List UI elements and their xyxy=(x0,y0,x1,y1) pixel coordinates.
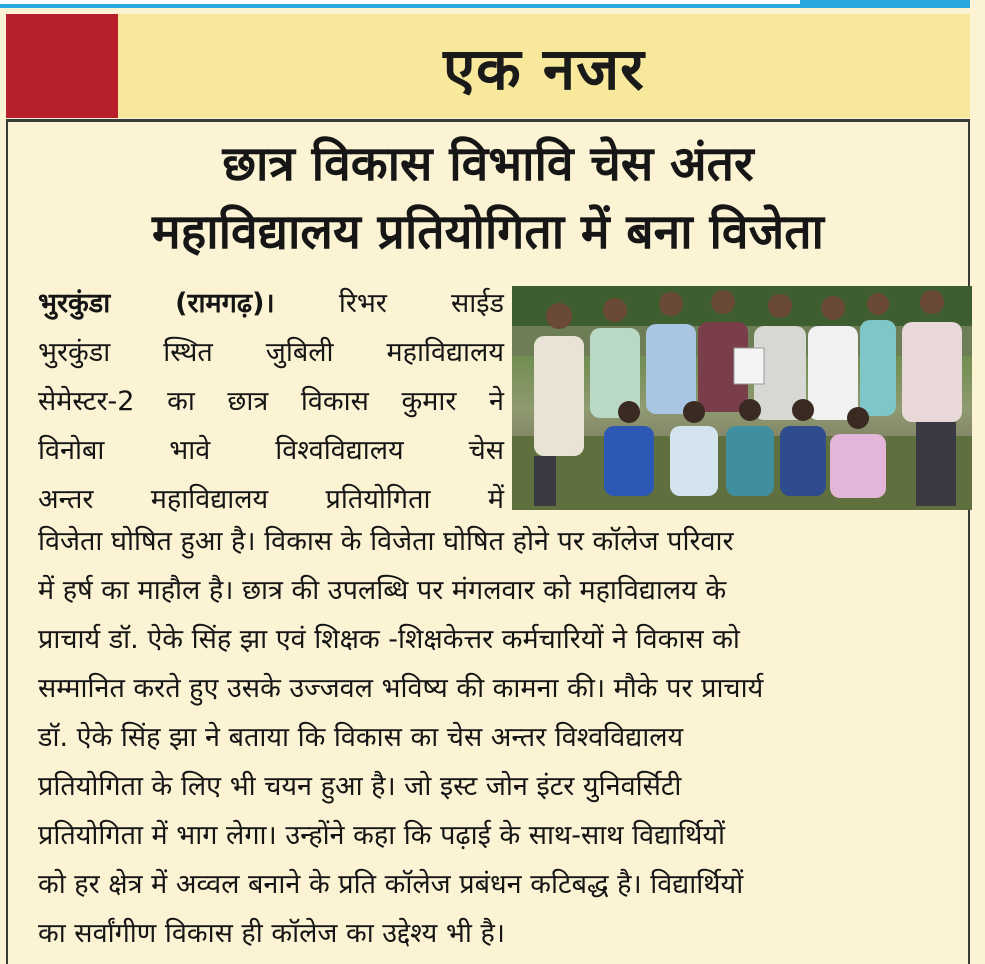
section-red-block xyxy=(6,14,118,118)
article-full-text xyxy=(38,517,940,958)
full-line-6: प्रतियोगिता के लिए भी चयन हुआ है। जो इस्ट जोन इंटर युनिवर्सिटी xyxy=(38,771,682,802)
full-line-2: में हर्ष का माहौल है। छात्र की उपलब्धि पर मंगलवार को महाविद्यालय के xyxy=(38,575,727,606)
column-line-3: सेमेस्टर-2 का छात्र विकास कुमार ने xyxy=(38,386,504,417)
section-title: एक नजर xyxy=(443,34,645,103)
article-headline xyxy=(10,130,966,266)
section-rule xyxy=(6,119,970,122)
top-white-rule xyxy=(0,0,800,4)
article-dateline: भुरकुंडा (रामगढ़)। xyxy=(38,288,275,319)
frame-left-rule xyxy=(6,122,8,964)
group-photo xyxy=(512,286,972,510)
full-line-8: को हर क्षेत्र में अव्वल बनाने के प्रति कॉलेज प्रबंधन कटिबद्ध है। विद्यार्थियों xyxy=(38,869,744,900)
headline-line-2: महाविद्यालय प्रतियोगिता में बना विजेता xyxy=(152,204,824,260)
column-line-2: भुरकुंडा स्थित जुबिली महाविद्यालय xyxy=(38,337,504,368)
frame-right-rule xyxy=(968,122,970,964)
full-line-5: डॉ. ऐके सिंह झा ने बताया कि विकास का चेस अन्तर विश्वविद्यालय xyxy=(38,722,684,753)
column-line-1-text: रिभर साईड xyxy=(338,288,504,319)
group-photo-illustration xyxy=(512,286,972,510)
full-line-9: का सर्वांगीण विकास ही कॉलेज का उद्देश्य भी है। xyxy=(38,918,506,949)
full-line-3: प्राचार्य डॉ. ऐके सिंह झा एवं शिक्षक -शिक्षकेत्तर कर्मचारियों ने विकास को xyxy=(38,624,740,655)
full-line-7: प्रतियोगिता में भाग लेगा। उन्होंने कहा कि पढ़ाई के साथ-साथ विद्यार्थियों xyxy=(38,820,726,851)
column-line-4: विनोबा भावे विश्वविद्यालय चेस xyxy=(38,435,504,466)
full-line-4: सम्मानित करते हुए उसके उज्जवल भविष्य की कामना की। मौके पर प्राचार्य xyxy=(38,673,764,704)
column-line-5: अन्तर महाविद्यालय प्रतियोगिता में xyxy=(38,484,504,515)
full-line-1: विजेता घोषित हुआ है। विकास के विजेता घोषित होने पर कॉलेज परिवार xyxy=(38,526,734,557)
headline-line-1: छात्र विकास विभावि चेस अंतर xyxy=(222,136,754,192)
article-column-text xyxy=(38,279,504,524)
column-line-1 xyxy=(38,279,504,328)
